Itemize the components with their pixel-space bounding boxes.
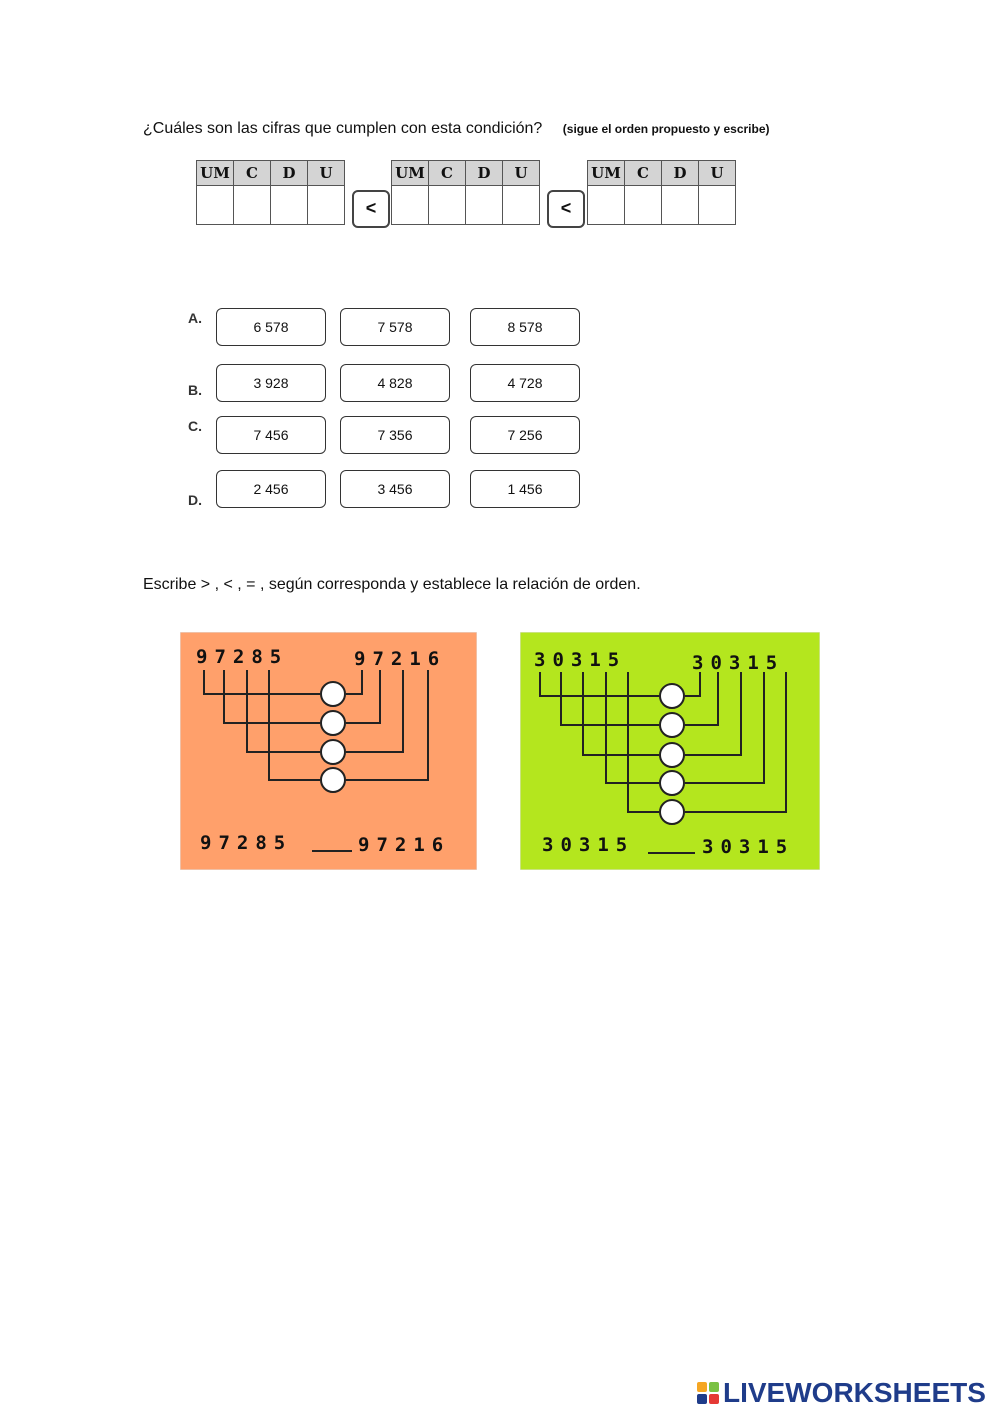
logo-block [709,1382,719,1392]
compare-panel-2 [520,632,820,870]
compare-panel-1 [180,632,477,870]
digit-input-cell[interactable] [270,186,308,225]
place-value-header: U [502,160,540,186]
place-value-header: D [465,160,503,186]
less-than-symbol: < [352,190,390,228]
place-value-column [428,160,465,225]
logo-block [697,1382,707,1392]
place-value-column [624,160,661,225]
logo-block [697,1394,707,1404]
digit-input-cell[interactable] [502,186,540,225]
place-value-header: UM [196,160,234,186]
place-value-header: D [661,160,699,186]
answer-circle [321,682,345,706]
option-box: 4 728 [470,364,580,402]
place-value-header: U [307,160,345,186]
option-label: D. [188,492,202,508]
option-box: 7 456 [216,416,326,454]
option-label: C. [188,418,202,434]
place-value-column [465,160,502,225]
answer-circle [660,743,684,767]
place-value-column [661,160,698,225]
digit-input-cell[interactable] [196,186,234,225]
question-1-hint: (sigue el orden propuesto y escribe) [562,122,770,136]
option-box: 1 456 [470,470,580,508]
place-value-column [196,160,233,225]
logo-blocks-icon [697,1382,719,1404]
panel-2-bottom-left: 30315 [542,834,635,856]
place-value-column [587,160,624,225]
option-box: 7 256 [470,416,580,454]
question-2 [143,576,641,594]
answer-circle [660,771,684,795]
place-value-header: C [624,160,662,186]
option-box: 7 356 [340,416,450,454]
panel-1-bottom-left: 97285 [200,832,293,854]
option-box: 8 578 [470,308,580,346]
panel-1-bottom-right: 97216 [358,834,451,856]
place-value-table-3 [587,160,735,225]
answer-circle [321,740,345,764]
option-label: B. [188,382,202,398]
digit-input-cell[interactable] [428,186,466,225]
liveworksheets-logo [697,1377,986,1409]
place-value-header: C [233,160,271,186]
option-box: 4 828 [340,364,450,402]
digit-input-cell[interactable] [661,186,699,225]
panel-2-left-number: 30315 [534,649,627,671]
digit-input-cell[interactable] [698,186,736,225]
place-value-column [391,160,428,225]
place-value-header: U [698,160,736,186]
place-value-header: UM [587,160,625,186]
question-2-text: Escribe > , < , = , según corresponda y establece la relación de orden. [143,576,641,593]
option-label: A. [188,310,202,326]
panel-2-bottom-right: 30315 [702,836,795,858]
place-value-table-1 [196,160,344,225]
place-value-column [307,160,344,225]
less-than-symbol: < [547,190,585,228]
answer-circle [321,768,345,792]
digit-input-cell[interactable] [624,186,662,225]
place-value-column [698,160,735,225]
option-box: 3 456 [340,470,450,508]
place-value-header: C [428,160,466,186]
answer-circle [321,711,345,735]
answer-circle [660,684,684,708]
place-value-column [233,160,270,225]
digit-input-cell[interactable] [465,186,503,225]
question-1 [143,120,770,138]
answer-circle [660,800,684,824]
place-value-column [502,160,539,225]
place-value-column [270,160,307,225]
digit-input-cell[interactable] [391,186,429,225]
logo-text: LIVEWORKSHEETS [723,1377,986,1408]
digit-input-cell[interactable] [587,186,625,225]
option-box: 3 928 [216,364,326,402]
answer-circle [660,713,684,737]
digit-input-cell[interactable] [307,186,345,225]
question-1-text: ¿Cuáles son las cifras que cumplen con esta condición? [143,120,543,137]
panel-2-right-number: 30315 [692,652,785,674]
place-value-header: D [270,160,308,186]
digit-input-cell[interactable] [233,186,271,225]
option-box: 7 578 [340,308,450,346]
option-box: 6 578 [216,308,326,346]
panel-1-right-number: 97216 [354,648,447,670]
logo-block [709,1394,719,1404]
option-box: 2 456 [216,470,326,508]
panel-1-left-number: 97285 [196,646,289,668]
place-value-table-2 [391,160,539,225]
place-value-header: UM [391,160,429,186]
